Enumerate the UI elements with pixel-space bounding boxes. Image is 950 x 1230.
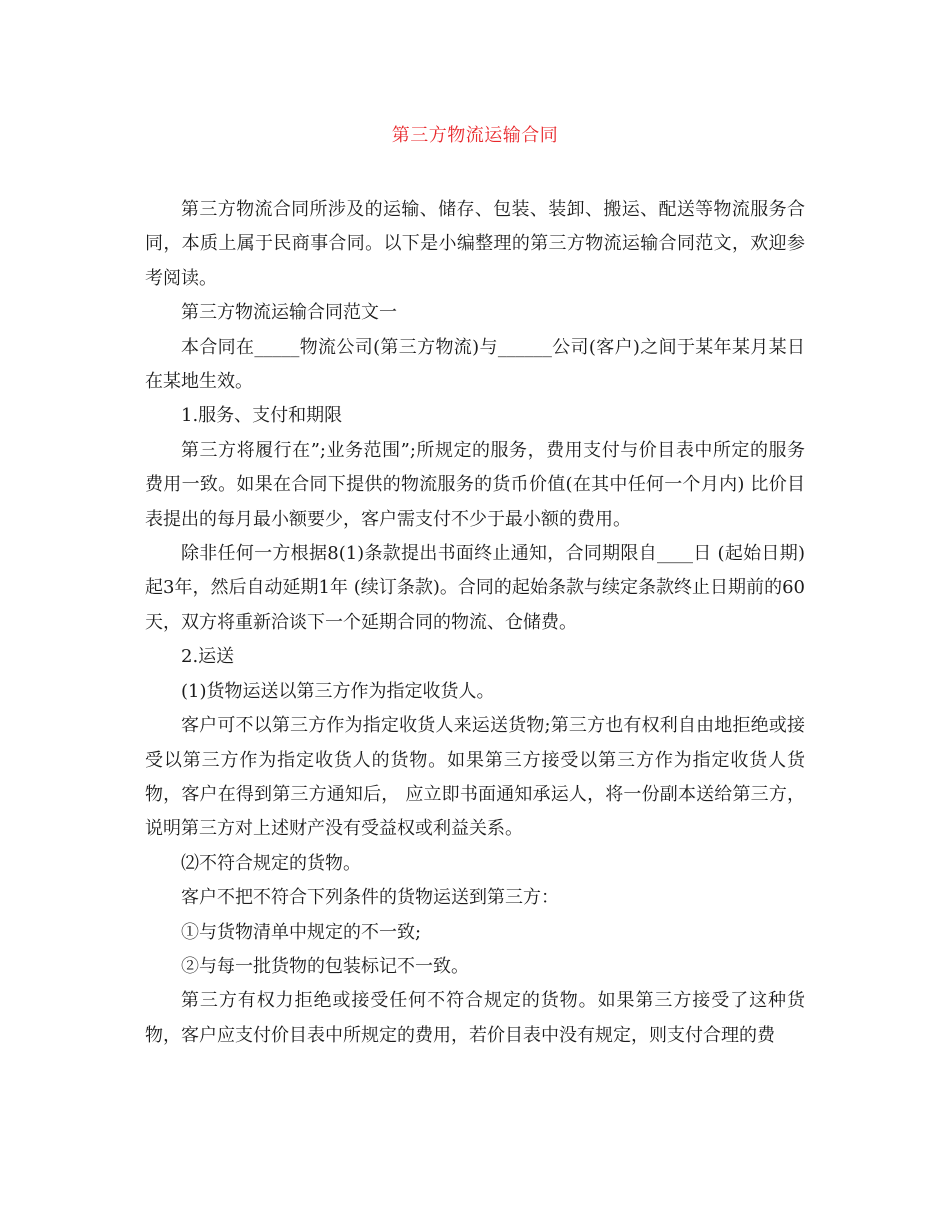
paragraph-term: 除非任何一方根据8(1)条款提出书面终止通知，合同期限自____日 (起始日期)起3年，然后自动延期1年 (续订条款)。合同的起始条款与续定条款终止日期前的60天，双方将重新洽谈下一个延期合同的物流、仓储费。 xyxy=(145,543,805,633)
subsection-heading-1: (1)货物运送以第三方作为指定收货人。 xyxy=(181,680,495,702)
document-title: 第三方物流运输合同 xyxy=(391,125,559,146)
paragraph-consignee: 客户可不以第三方作为指定收货人来运送货物;第三方也有权利自由地拒绝或接受以第三方作为指定收货人的货物。如果第三方接受以第三方作为指定收货人货物，客户在得到第三方通知后， 应立即书面通知承运人，将一份副本送给第三方，说明第三方对上述财产没有受益权或利益关系。 xyxy=(145,715,805,840)
paragraph-nonconforming-intro: 客户不把不符合下列条件的货物运送到第三方： xyxy=(181,887,559,909)
paragraph-rights: 第三方有权力拒绝或接受任何不符合规定的货物。如果第三方接受了这种货物，客户应支付价目表中所规定的费用，若价目表中没有规定，则支付合理的费 xyxy=(145,990,805,1046)
paragraph-parties: 本合同在_____物流公司(第三方物流)与______公司(客户)之间于某年某月某日在某地生效。 xyxy=(145,336,805,393)
subsection-heading-2: ⑵不符合规定的货物。 xyxy=(181,852,361,874)
section-heading-1: 1.服务、支付和期限 xyxy=(181,405,343,427)
paragraph-sample-heading: 第三方物流运输合同范文一 xyxy=(181,302,397,324)
list-item-1: ①与货物清单中规定的不一致; xyxy=(181,921,422,943)
document-body xyxy=(145,193,805,1053)
section-heading-2: 2.运送 xyxy=(181,646,235,668)
list-item-2: ②与每一批货物的包装标记不一致。 xyxy=(181,955,469,977)
paragraph-service-fees: 第三方将履行在”;业务范围”;所规定的服务，费用支付与价目表中所定的服务费用一致。如果在合同下提供的物流服务的货币价值(在其中任何一个月内) 比价目表提出的每月最小额要少，客户需支付不少于最小额的费用。 xyxy=(145,439,805,530)
paragraph-intro: 第三方物流合同所涉及的运输、储存、包装、装卸、搬运、配送等物流服务合同，本质上属于民商事合同。以下是小编整理的第三方物流运输合同范文，欢迎参考阅读。 xyxy=(145,199,805,289)
